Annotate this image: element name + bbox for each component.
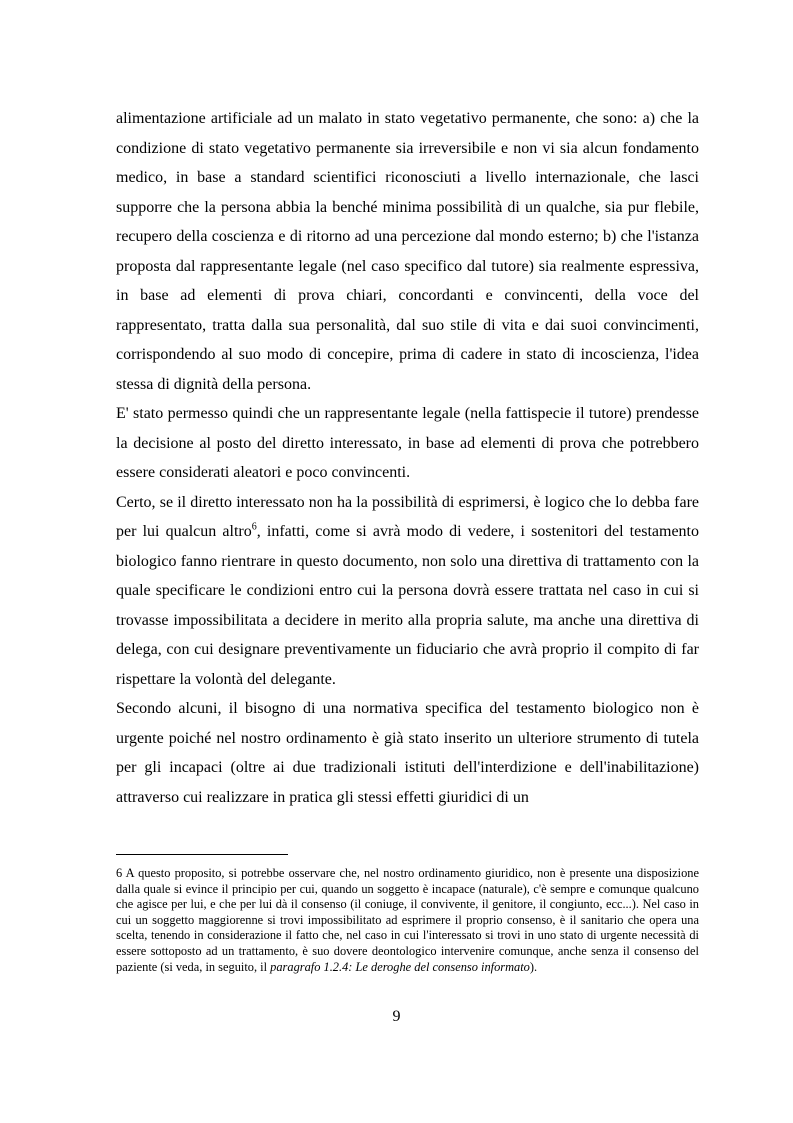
footnote-separator (116, 854, 288, 855)
page-number: 9 (392, 1008, 401, 1025)
footnote (116, 866, 699, 975)
footnote-text: A questo proposito, si potrebbe osservare che, nel nostro ordinamento giuridico, non è presente una disposizione dalla quale si evince il principio per cui, quando un soggetto è incapace (naturale), c'è sempre e comunque qualcuno che agisce per lui, e che per lui dà il consenso (il coniuge, il convivente, il genitore, il congiunto, ecc...). Nel caso in cui un soggetto maggiorenne si trovi impossibilitato ad esprimere il proprio consenso, è il sanitario che opera una scelta, tenendo in considerazione il fatto che, nel caso in cui l'interessato si trovi in uno stato di urgente necessità di essere sottoposto ad un trattamento, è suo dovere deontologico intervenire comunque, anche senza il consenso del paziente (si veda, in seguito, il (116, 866, 699, 974)
footnote-reference-marker[interactable]: 6 (251, 521, 257, 533)
footnote-number: 6 (116, 866, 123, 880)
paragraph-3 (116, 488, 699, 695)
paragraph-4: Secondo alcuni, il bisogno di una normativa specifica del testamento biologico non è urgente poiché nel nostro ordinamento è già stato inserito un ulteriore strumento di tutela per gli incapaci (oltre ai due tradizionali istituti dell'interdizione e dell'inabilitazione) attraverso cui realizzare in pratica gli stessi effetti giuridici di un (116, 700, 699, 806)
footnote-closing: ). (529, 959, 538, 974)
main-text (116, 104, 699, 812)
paragraph-1: alimentazione artificiale ad un malato in stato vegetativo permanente, che sono: a) che la condizione di stato vegetativo permanente sia irreversibile e non vi sia alcun fondamento medico, in base a standard scientifici riconosciuti a livello internazionale, che lasci supporre che la persona abbia la benché minima possibilità di un qualche, sia pur flebile, recupero della coscienza e di ritorno ad una percezione dal mondo esterno; b) che l'istanza proposta dal rappresentante legale (nel caso specifico dal tutore) sia realmente espressiva, in base ad elementi di prova chiari, concordanti e convincenti, della voce del rappresentato, tratta dalla sua personalità, dal suo stile di vita e dai suoi convincimenti, corrispondendo al suo modo di concepire, prima di cadere in stato di incoscienza, l'idea stessa di dignità della persona. (116, 110, 699, 393)
paragraph-3-text-end: , infatti, come si avrà modo di vedere, i sostenitori del testamento biologico fanno rientrare in questo documento, non solo una direttiva di trattamento con la quale specificare le condizioni entro cui la persona dovrà essere trattata nel caso in cui si trovasse impossibilitata a decidere in merito alla propria salute, ma anche una direttiva di delega, con cui designare preventivamente un fiduciario che avrà proprio il compito di far rispettare la volontà del delegante. (116, 523, 699, 688)
footnote-cross-reference: paragrafo 1.2.4: Le deroghe del consenso informato (270, 959, 530, 974)
paragraph-3-text-start: Certo, se il diretto interessato non ha la possibilità di esprimersi, è logico che lo debba fare per lui qualcun altro (116, 493, 699, 540)
paragraph-2: E' stato permesso quindi che un rappresentante legale (nella fattispecie il tutore) prendesse la decisione al posto del diretto interessato, in base ad elementi di prova che potrebbero essere considerati aleatori e poco convincenti. (116, 405, 699, 481)
